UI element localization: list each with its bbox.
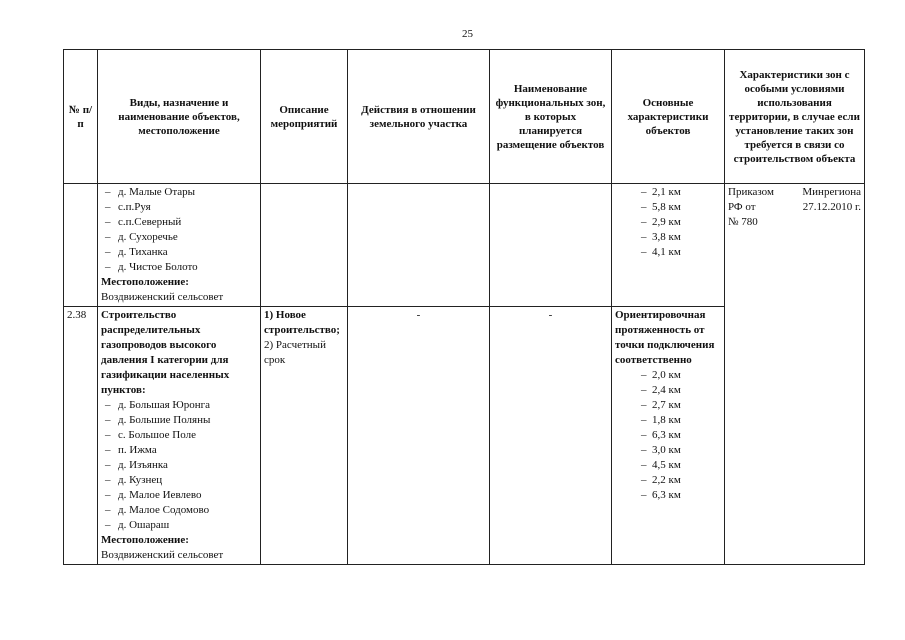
list-item: – д. Ошараш — [101, 518, 257, 533]
list-item: – 4,1 км — [615, 245, 721, 260]
regulation-number: № 780 — [728, 216, 758, 228]
header-land-actions: Действия в отношении земельного участка — [348, 50, 490, 184]
list-item: – 2,4 км — [615, 383, 721, 398]
objects-table — [63, 49, 865, 565]
list-item: – д. Большие Поляны — [101, 413, 257, 428]
header-characteristics: Основные характеристики объектов — [612, 50, 725, 184]
row2-places-list — [101, 398, 257, 533]
table-header-row — [64, 50, 865, 184]
row1-action-cell — [348, 184, 490, 307]
list-item: – 2,0 км — [615, 368, 721, 383]
measure-new-construction: 1) Новое строительство; — [264, 309, 340, 336]
list-item: – д. Малое Содомово — [101, 503, 257, 518]
list-item: – д. Большая Юронга — [101, 398, 257, 413]
location-value: Воздвиженский сельсовет — [101, 291, 224, 303]
list-item: – с.п.Северный — [101, 215, 257, 230]
list-item: – 2,2 км — [615, 473, 721, 488]
list-item: – 2,9 км — [615, 215, 721, 230]
row1-number-cell — [64, 184, 98, 307]
list-item: – 5,8 км — [615, 200, 721, 215]
row2-measures-cell — [261, 307, 348, 565]
header-functional-zones: Наименование функциональных зон, в которых планируется размещение объектов — [490, 50, 612, 184]
row1-characteristics-cell — [612, 184, 725, 307]
row2-object-cell — [98, 307, 261, 565]
list-item: – д. Малые Отары — [101, 185, 257, 200]
header-measures: Описание мероприятий — [261, 50, 348, 184]
list-item: – д. Тиханка — [101, 245, 257, 260]
row2-title: Строительство распределительных газопроводов высокого давления I категории для газификации населенных пунктов: — [101, 309, 230, 396]
list-item: – п. Ижма — [101, 443, 257, 458]
list-item: – 3,8 км — [615, 230, 721, 245]
row2-zone-cell: - — [490, 307, 612, 565]
list-item: – д. Кузнец — [101, 473, 257, 488]
list-item: – 2,1 км — [615, 185, 721, 200]
regulation-rf: РФ от — [728, 201, 756, 213]
row1-distances-list — [615, 185, 721, 260]
header-number: № п/п — [64, 50, 98, 184]
measure-term: 2) Расчетный срок — [264, 339, 326, 366]
list-item: – д. Чистое Болото — [101, 260, 257, 275]
location-value: Воздвиженский сельсовет — [101, 549, 224, 561]
row2-action-cell: - — [348, 307, 490, 565]
list-item: – 6,3 км — [615, 428, 721, 443]
table-row — [64, 184, 865, 307]
list-item: – 2,7 км — [615, 398, 721, 413]
list-item: – д. Изъянка — [101, 458, 257, 473]
list-item: – д. Сухоречье — [101, 230, 257, 245]
list-item: – д. Малое Иевлево — [101, 488, 257, 503]
list-item: – 1,8 км — [615, 413, 721, 428]
location-label: Местоположение: — [101, 276, 189, 288]
regulation-date: 27.12.2010 г. — [802, 201, 861, 213]
header-object-types: Виды, назначение и наименование объектов, местоположение — [98, 50, 261, 184]
row1-measures-cell — [261, 184, 348, 307]
list-item: – с. Большое Поле — [101, 428, 257, 443]
row1-zone-cell — [490, 184, 612, 307]
regulation-ministry: Минрегиона — [802, 186, 861, 198]
row1-object-cell — [98, 184, 261, 307]
page-number: 25 — [462, 28, 473, 40]
header-zone-characteristics: Характеристики зон с особыми условиями использования территории, в случае если установление таких зон требуется в связи со строительством объекта — [725, 50, 865, 184]
row1-places-list — [101, 185, 257, 275]
location-label: Местоположение: — [101, 534, 189, 546]
zone-regulation-cell — [725, 184, 865, 565]
list-item: – 6,3 км — [615, 488, 721, 503]
regulation-order: Приказом — [728, 186, 774, 198]
row2-char-title: Ориентировочная протяженность от точки подключения соответственно — [615, 309, 715, 366]
list-item: – с.п.Руя — [101, 200, 257, 215]
list-item: – 4,5 км — [615, 458, 721, 473]
row2-distances-list — [615, 368, 721, 503]
row2-characteristics-cell — [612, 307, 725, 565]
row2-number-cell: 2.38 — [64, 307, 98, 565]
list-item: – 3,0 км — [615, 443, 721, 458]
